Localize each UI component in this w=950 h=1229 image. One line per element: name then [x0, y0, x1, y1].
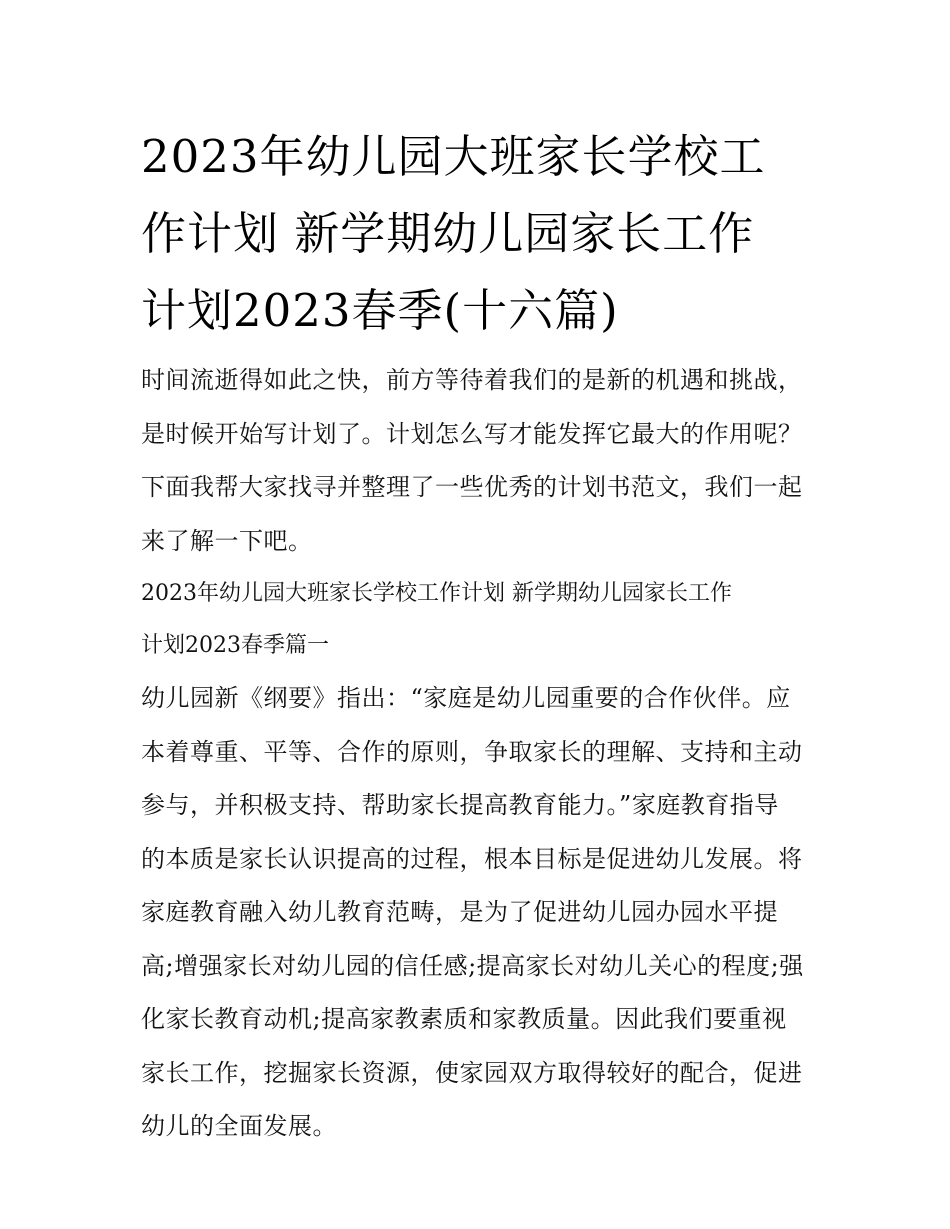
body-line: 化家长教育动机;提高家教素质和家教质量。因此我们要重视: [141, 1005, 787, 1033]
body-line: 幼儿的全面发展。: [141, 1112, 337, 1140]
intro-paragraph: [141, 354, 813, 568]
body-line: 家庭教育融入幼儿教育范畴，是为了促进幼儿园办园水平提: [141, 898, 778, 926]
intro-line: 是时候开始写计划了。计划怎么写才能发挥它最大的作用呢？: [141, 419, 803, 448]
body-line: 本着尊重、平等、合作的原则，争取家长的理解、支持和主动: [141, 737, 803, 766]
body-line: 高;增强家长对幼儿园的信任感;提高家长对幼儿关心的程度;强: [141, 951, 804, 980]
document-title: [141, 118, 813, 349]
section-heading-line: 计划2023春季篇一: [141, 633, 329, 658]
title-line: 作计划 新学期幼儿园家长工作: [141, 207, 755, 260]
title-line: 2023年幼儿园大班家长学校工: [141, 130, 766, 183]
body-paragraph: [141, 672, 813, 1154]
body-line: 参与，并积极支持、帮助家长提高教育能力。”家庭教育指导: [141, 791, 779, 819]
title-line: 计划2023春季(十六篇): [141, 284, 619, 337]
body-line: 家长工作，挖掘家长资源，使家园双方取得较好的配合，促进: [141, 1058, 803, 1087]
intro-line: 下面我帮大家找寻并整理了一些优秀的计划书范文，我们一起: [141, 473, 803, 501]
section-heading-line: 2023年幼儿园大班家长学校工作计划 新学期幼儿园家长工作: [141, 581, 732, 606]
intro-line: 时间流逝得如此之快，前方等待着我们的是新的机遇和挑战，: [141, 366, 803, 394]
body-line: 的本质是家长认识提高的过程，根本目标是促进幼儿发展。将: [141, 844, 803, 873]
section-heading: [141, 568, 813, 672]
document-content: [141, 118, 813, 1154]
body-line: 幼儿园新《纲要》指出：“家庭是幼儿园重要的合作伙伴。应: [141, 684, 791, 712]
intro-line: 来了解一下吧。: [141, 526, 313, 555]
